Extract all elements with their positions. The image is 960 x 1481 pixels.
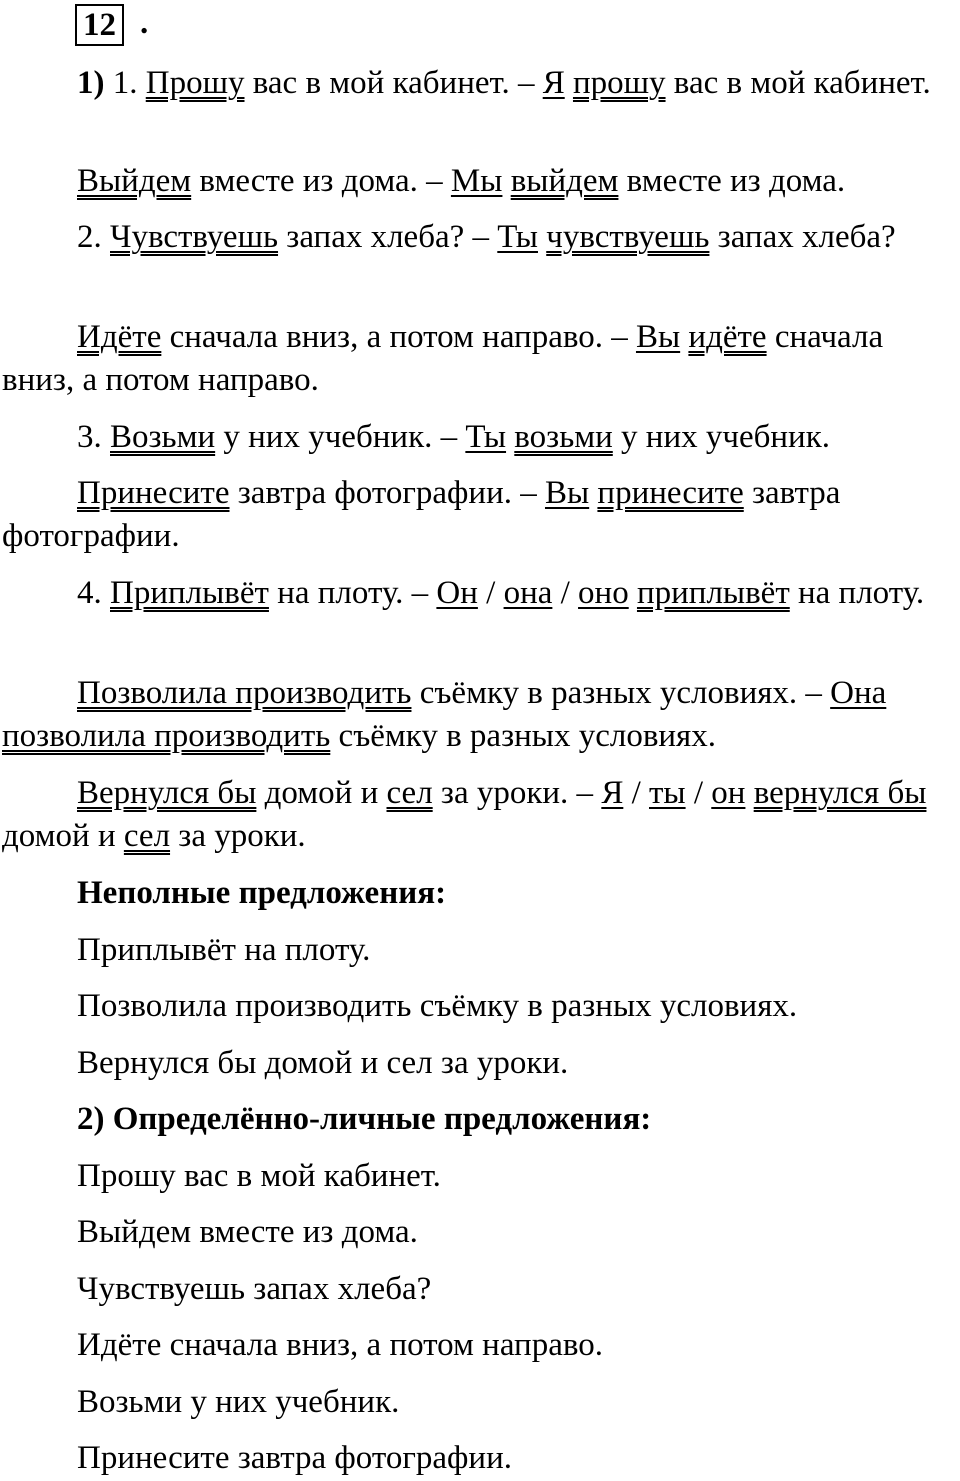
text-run: / (552, 575, 579, 611)
list-item: Принесите завтра фотографии. (77, 1440, 512, 1476)
text-run (565, 65, 573, 101)
example-paragraph (2, 62, 960, 105)
list-item: Идёте сначала вниз, а потом направо. (77, 1327, 603, 1363)
list-item: Прошу вас в мой кабинет. (77, 1158, 441, 1194)
text-run: вас в мой кабинет. – (244, 65, 543, 101)
text-run: за уроки. (170, 818, 306, 854)
predicate-word: чувствуешь (546, 219, 710, 255)
example-paragraph (2, 472, 960, 558)
subject-word: Мы (450, 163, 503, 199)
subject-word: Вы (635, 319, 681, 355)
text-run: сначала вниз, а потом направо. – (161, 319, 636, 355)
predicate-word: Чувствуешь (110, 219, 279, 255)
subject-word: он (711, 775, 746, 811)
predicate-word: возьми (514, 419, 613, 455)
text-run (538, 219, 546, 255)
text-run: 2. (77, 219, 110, 255)
predicate-word: приплывёт (636, 575, 790, 611)
text-run: вместе из дома. (618, 163, 846, 199)
text-run: у них учебник. (612, 419, 830, 455)
text-run (502, 163, 510, 199)
text-run (629, 575, 637, 611)
example-paragraph (2, 316, 960, 402)
example-paragraph (2, 672, 960, 758)
text-run: на плоту. (789, 575, 925, 611)
subject-word: ты (649, 775, 686, 811)
predicate-word: Принесите (77, 475, 230, 511)
text-run: домой и (2, 818, 124, 854)
example-paragraph (2, 772, 960, 858)
subject-word: Ты (465, 419, 507, 455)
predicate-word: Возьми (110, 419, 216, 455)
text-run: 4. (77, 575, 110, 611)
predicate-word: вернулся бы (753, 775, 927, 811)
predicate-word: сел (123, 818, 171, 854)
subject-word: оно (578, 575, 629, 611)
list-heading: 2) Определённо-личные предложения: (77, 1101, 652, 1137)
subject-word: Он (436, 575, 478, 611)
example-paragraph (2, 216, 960, 259)
text-run: завтра фотографии. (2, 475, 841, 554)
predicate-word: Идёте (77, 319, 162, 355)
predicate-word: сел (386, 775, 433, 811)
predicate-word: позволила производить (2, 718, 331, 754)
text-run: съёмку в разных условиях. (330, 718, 716, 754)
predicate-word: Вернулся бы (77, 775, 257, 811)
list-item: Вернулся бы домой и сел за уроки. (77, 1045, 569, 1081)
list-item: Позволила производить съёмку в разных условиях. (77, 988, 798, 1024)
exercise-number-dot: . (140, 5, 149, 41)
text-run: за уроки. – (432, 775, 602, 811)
text-run: запах хлеба? (709, 219, 896, 255)
predicate-word: выйдем (510, 163, 619, 199)
subject-word: Вы (544, 475, 590, 511)
predicate-word: Прошу (145, 65, 245, 101)
text-run: вас в мой кабинет. (665, 65, 931, 101)
predicate-word: прошу (572, 65, 666, 101)
list-item: Выйдем вместе из дома. (77, 1214, 418, 1250)
list-item: Чувствуешь запах хлеба? (77, 1271, 432, 1307)
text-run: съёмку в разных условиях. – (411, 675, 831, 711)
example-paragraph (2, 572, 960, 615)
exercise-number-box (75, 4, 124, 46)
text-run: 1. (104, 65, 146, 101)
subject-word: Я (601, 775, 624, 811)
text-run: на плоту. – (268, 575, 437, 611)
predicate-word: Выйдем (77, 163, 192, 199)
text-run: / (477, 575, 504, 611)
text-run: вместе из дома. – (191, 163, 451, 199)
subject-word: Я (542, 65, 565, 101)
text-run: 3. (77, 419, 110, 455)
text-run: сначала вниз, а потом направо. (2, 319, 884, 398)
predicate-word: принесите (597, 475, 744, 511)
predicate-word: Позволила производить (77, 675, 412, 711)
subject-word: Ты (497, 219, 538, 255)
list-item: Возьми у них учебник. (77, 1384, 400, 1420)
text-run (745, 775, 753, 811)
list-heading: Неполные предложения: (77, 875, 447, 911)
text-run: запах хлеба? – (278, 219, 498, 255)
exercise-number: 12 (83, 7, 116, 43)
example-paragraph (2, 160, 960, 203)
text-run: завтра фотографии. – (229, 475, 545, 511)
subject-word: Она (830, 675, 887, 711)
text-run: / (623, 775, 649, 811)
subject-word: она (503, 575, 553, 611)
item-label: 1) (77, 65, 105, 101)
text-run: домой и (256, 775, 387, 811)
text-run: у них учебник. – (215, 419, 466, 455)
list-item: Приплывёт на плоту. (77, 932, 371, 968)
text-run: / (685, 775, 712, 811)
example-paragraph (2, 416, 960, 459)
predicate-word: Приплывёт (110, 575, 269, 611)
predicate-word: идёте (688, 319, 767, 355)
